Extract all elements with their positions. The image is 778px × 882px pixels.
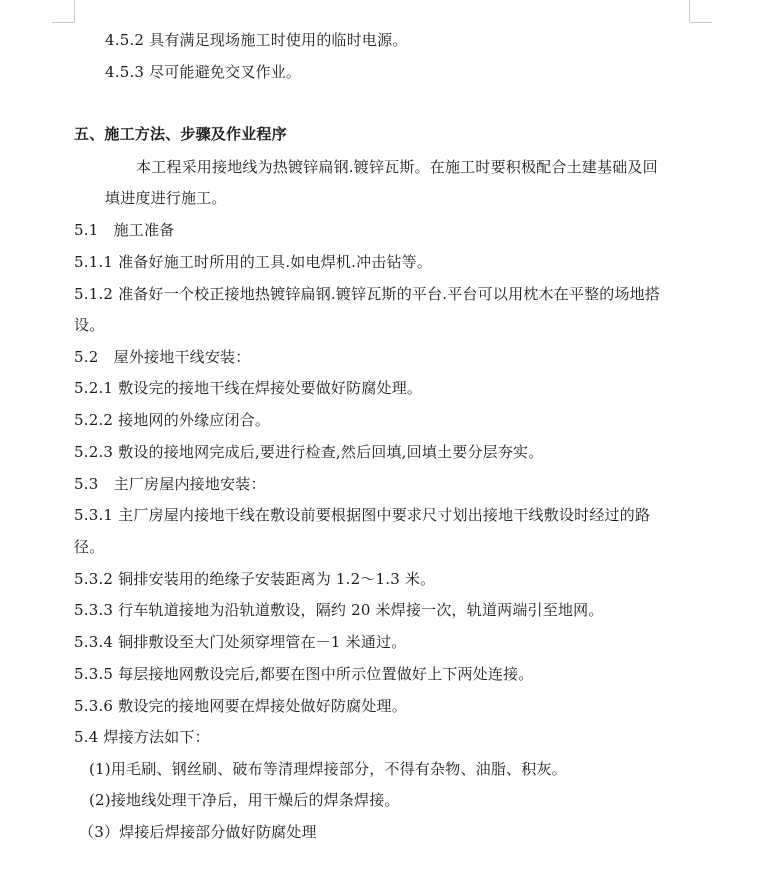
text-line-5-1-1: 5.1.1 准备好施工时所用的工具.如电焊机.冲击钻等。: [74, 253, 433, 271]
text-line-5-2-3: 5.2.3 敷设的接地网完成后,要进行检查,然后回填,回填土要分层夯实。: [74, 443, 544, 461]
list-item-3: （3）焊接后焊接部分做好防腐处理: [79, 823, 317, 841]
text-line-5-1-2: 5.1.2 准备好一个校正接地热镀锌扁钢.镀锌瓦斯的平台.平台可以用枕木在平整的场地搭: [74, 285, 661, 303]
text-line-5-3-3: 5.3.3 行车轨道接地为沿轨道敷设，隔约 20 米焊接一次，轨道两端引至地网。: [74, 601, 604, 619]
text-line-5-2-1: 5.2.1 敷设完的接地干线在焊接处要做好防腐处理。: [74, 379, 423, 397]
text-line-5-2-2: 5.2.2 接地网的外缘应闭合。: [74, 411, 271, 429]
list-item-1: (1)用毛刷、钢丝刷、破布等清理焊接部分，不得有杂物、油脂、积灰。: [89, 760, 567, 778]
section-heading-5: 五、施工方法、步骤及作业程序: [74, 125, 287, 143]
text-line-5-3-4: 5.3.4 铜排敷设至大门处须穿埋管在－1 米通过。: [74, 633, 407, 651]
paragraph-intro-line-1: 本工程采用接地线为热镀锌扁钢.镀锌瓦斯。在施工时要积极配合土建基础及回: [136, 158, 658, 176]
text-line-5-3-1-cont: 径。: [74, 538, 105, 556]
text-line-5-1-2-cont: 设。: [74, 316, 105, 334]
text-line-5-3-5: 5.3.5 每层接地网敷设完后,都要在图中所示位置做好上下两处连接。: [74, 665, 534, 683]
subheading-5-4: 5.4 焊接方法如下：: [74, 728, 210, 746]
subheading-5-3: 5.3 主厂房屋内接地安装：: [74, 475, 266, 493]
paragraph-intro-line-2: 填进度进行施工。: [105, 189, 227, 207]
margin-mark-top-left-horizontal: [52, 22, 74, 23]
subheading-5-1: 5.1 施工准备: [74, 221, 175, 239]
text-line-5-3-2: 5.3.2 铜排安装用的绝缘子安装距离为 1.2～1.3 米。: [74, 570, 436, 588]
margin-mark-top-right-vertical: [689, 0, 690, 22]
margin-mark-top-left-vertical: [74, 0, 75, 22]
text-line-5-3-6: 5.3.6 敷设完的接地网要在焊接处做好防腐处理。: [74, 697, 407, 715]
list-item-2: (2)接地线处理干净后，用干燥后的焊条焊接。: [89, 791, 400, 809]
text-line-4-5-3: 4.5.3 尽可能避免交叉作业。: [105, 63, 302, 81]
text-line-5-3-1: 5.3.1 主厂房屋内接地干线在敷设前要根据图中要求尺寸划出接地干线敷设时经过的路: [74, 506, 651, 524]
text-line-4-5-2: 4.5.2 具有满足现场施工时使用的临时电源。: [105, 31, 408, 49]
margin-mark-top-right-horizontal: [690, 22, 712, 23]
subheading-5-2: 5.2 屋外接地干线安装：: [74, 348, 251, 366]
